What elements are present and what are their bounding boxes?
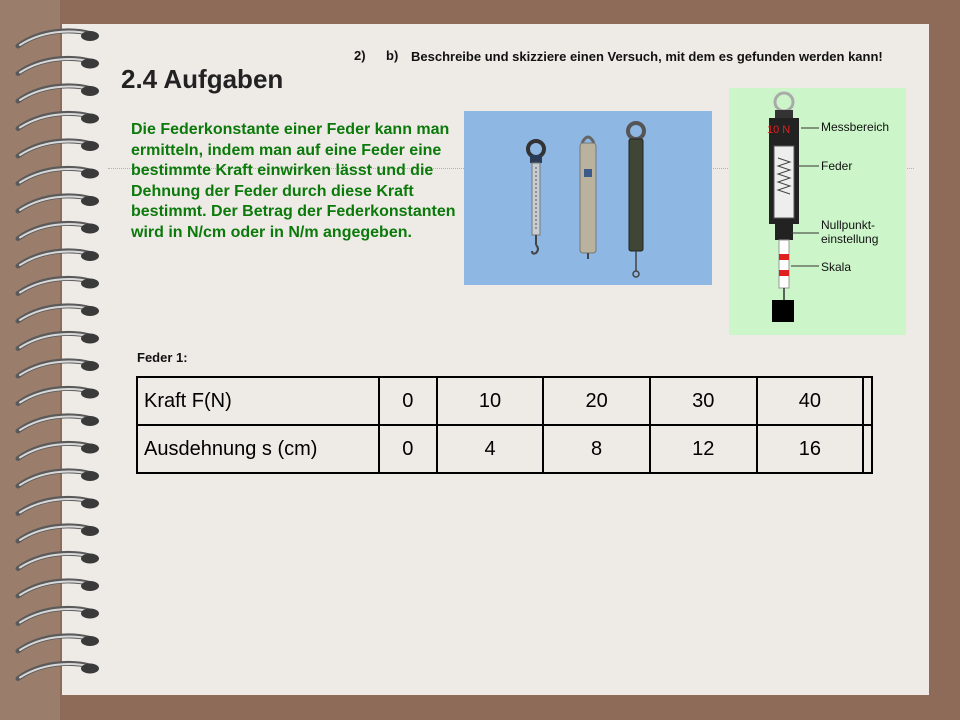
binding-hole [81,279,99,289]
table-cell [863,377,872,425]
task-number: 2) [354,48,366,63]
table-row [137,377,872,425]
table-cell: 8 [543,425,650,473]
table-cell: 4 [437,425,544,473]
task-letter: b) [386,48,399,63]
binding-hole [81,31,99,41]
binding-hole [81,114,99,124]
binding-hole [81,86,99,96]
binding-hole [81,334,99,344]
binding-hole [81,141,99,151]
page-title: 2.4 Aufgaben [121,64,284,94]
binding-hole [81,361,99,371]
label-feder: Feder [821,159,853,173]
table-cell [863,425,872,473]
table-cell: 40 [757,377,864,425]
table-cell: 0 [379,377,437,425]
table-caption: Feder 1: [137,350,188,365]
binding-hole [81,251,99,261]
binding-hole [81,609,99,619]
binding-hole [81,444,99,454]
binding-hole [81,389,99,399]
binding-hole [81,554,99,564]
binding-hole [81,416,99,426]
binding-hole [81,224,99,234]
row-label: Ausdehnung s (cm) [137,425,379,473]
binding-hole [81,196,99,206]
binding-hole [81,526,99,536]
label-nullpunkt: Nullpunkt- einstellung [821,218,879,246]
binding-hole [81,636,99,646]
scale-top-label: 10 N [767,124,791,136]
table-cell: 10 [437,377,544,425]
task-text: Beschreibe und skizziere einen Versuch, mit dem es gefunden werden kann! [411,49,883,64]
table-cell: 20 [543,377,650,425]
row-label: Kraft F(N) [137,377,379,425]
spring-scale-3 [628,123,644,277]
binding-hole [81,471,99,481]
spring-data-table [136,376,873,474]
binding-hole [81,499,99,509]
binding-hole [81,169,99,179]
spring-scale-2 [580,137,596,259]
binding-hole [81,59,99,69]
table-cell: 16 [757,425,864,473]
table-row [137,425,872,473]
table-cell: 30 [650,377,757,425]
binding-hole [81,306,99,316]
label-skala: Skala [821,260,852,274]
binding-hole [81,664,99,674]
spring-scale-diagram [729,88,906,335]
spring-scale-1 [528,141,544,254]
intro-text: Die Federkonstante einer Feder kann man ermitteln, indem man auf eine Feder eine bestimmte Kraft einwirken lässt und die Dehnung der Feder durch diese Kraft bestimmt. Der Betrag der Federkonstanten wird in N/cm oder in N/m angegeben. [131,121,456,241]
spring-scales-photo [464,111,712,285]
table-cell: 0 [379,425,437,473]
binding-hole [81,581,99,591]
table-cell: 12 [650,425,757,473]
spiral-binding [0,0,120,720]
label-messbereich: Messbereich [821,120,890,134]
